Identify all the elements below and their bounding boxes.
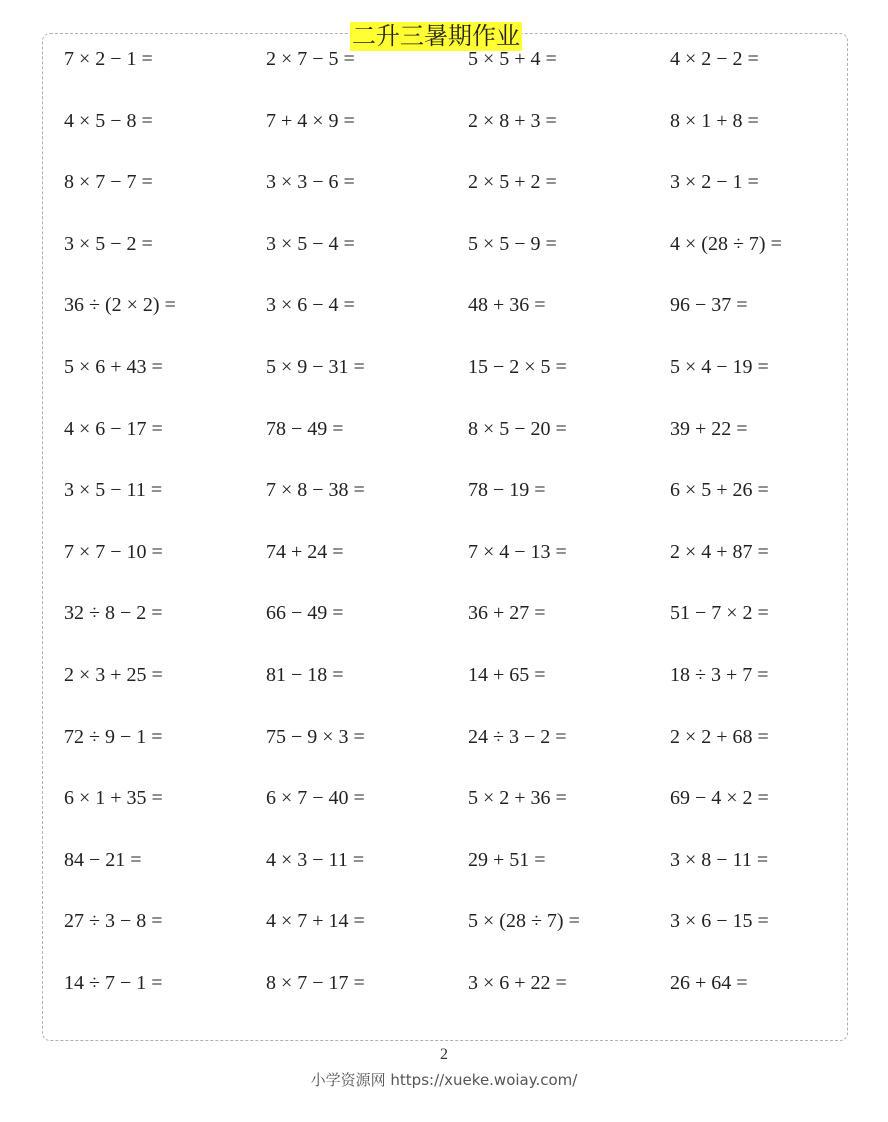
problem: 96 − 37 = [670, 294, 748, 317]
problem-row [64, 598, 854, 660]
problem: 51 − 7 × 2 = [670, 602, 769, 625]
problem: 36 ÷ (2 × 2) = [64, 294, 176, 317]
problem: 4 × 6 − 17 = [64, 417, 163, 440]
problem: 14 ÷ 7 − 1 = [64, 971, 163, 994]
problem: 7 × 4 − 13 = [468, 540, 567, 563]
problem: 7 × 8 − 38 = [266, 479, 365, 502]
problem: 5 × (28 ÷ 7) = [468, 910, 580, 933]
problem-row [64, 906, 854, 968]
problem: 4 × (28 ÷ 7) = [670, 232, 782, 255]
worksheet-title: 二升三暑期作业 [352, 22, 520, 50]
problem: 26 + 64 = [670, 971, 748, 994]
problem: 7 × 7 − 10 = [64, 540, 163, 563]
page-number: 2 [440, 1046, 448, 1063]
problem: 3 × 5 − 4 = [266, 232, 355, 255]
problem: 3 × 8 − 11 = [670, 848, 769, 871]
problem: 27 ÷ 3 − 8 = [64, 910, 163, 933]
problem: 81 − 18 = [266, 663, 344, 686]
problem: 7 × 2 − 1 = [64, 48, 153, 70]
problem: 6 × 7 − 40 = [266, 787, 365, 810]
problem: 7 + 4 × 9 = [266, 109, 355, 132]
problem: 29 + 51 = [468, 848, 546, 871]
problem: 84 − 21 = [64, 848, 142, 871]
problem: 3 × 5 − 11 = [64, 479, 163, 502]
problem: 4 × 3 − 11 = [266, 848, 365, 871]
problem-grid [64, 44, 854, 1030]
problem: 75 − 9 × 3 = [266, 725, 365, 748]
problem: 66 − 49 = [266, 602, 344, 625]
problem: 18 ÷ 3 + 7 = [670, 663, 769, 686]
problem: 5 × 5 + 4 = [468, 48, 557, 70]
problem: 5 × 2 + 36 = [468, 787, 567, 810]
problem: 8 × 7 − 17 = [266, 971, 365, 994]
problem: 39 + 22 = [670, 417, 748, 440]
problem: 5 × 9 − 31 = [266, 355, 365, 378]
problem: 2 × 2 + 68 = [670, 725, 769, 748]
problem: 5 × 6 + 43 = [64, 355, 163, 378]
problem: 8 × 1 + 8 = [670, 109, 759, 132]
problem: 2 × 7 − 5 = [266, 48, 355, 70]
problem: 5 × 5 − 9 = [468, 232, 557, 255]
problem: 78 − 49 = [266, 417, 344, 440]
problem: 3 × 3 − 6 = [266, 171, 355, 194]
problem-row [64, 106, 854, 168]
problem: 3 × 6 − 4 = [266, 294, 355, 317]
problem: 2 × 4 + 87 = [670, 540, 769, 563]
problem-row [64, 167, 854, 229]
problem: 2 × 3 + 25 = [64, 663, 163, 686]
problem: 6 × 5 + 26 = [670, 479, 769, 502]
problem-row [64, 968, 854, 1030]
problem-row [64, 537, 854, 599]
problem-row [64, 414, 854, 476]
problem-row [64, 290, 854, 352]
problem: 3 × 5 − 2 = [64, 232, 153, 255]
problem: 3 × 2 − 1 = [670, 171, 759, 194]
problem: 5 × 4 − 19 = [670, 355, 769, 378]
problem: 78 − 19 = [468, 479, 546, 502]
problem: 2 × 5 + 2 = [468, 171, 557, 194]
problem: 2 × 8 + 3 = [468, 109, 557, 132]
problem-row [64, 783, 854, 845]
problem: 74 + 24 = [266, 540, 344, 563]
problem: 32 ÷ 8 − 2 = [64, 602, 163, 625]
problem: 8 × 7 − 7 = [64, 171, 153, 194]
problem-row [64, 44, 854, 106]
problem-row [64, 475, 854, 537]
footer-source: 小学资源网 https://xueke.woiay.com/ [310, 1071, 578, 1089]
problem-row [64, 352, 854, 414]
problem-row [64, 229, 854, 291]
problem: 4 × 7 + 14 = [266, 910, 365, 933]
problem-row [64, 845, 854, 907]
problem: 4 × 2 − 2 = [670, 48, 759, 70]
problem-row [64, 660, 854, 722]
problem: 8 × 5 − 20 = [468, 417, 567, 440]
problem: 3 × 6 − 15 = [670, 910, 769, 933]
problem: 72 ÷ 9 − 1 = [64, 725, 163, 748]
problem: 4 × 5 − 8 = [64, 109, 153, 132]
problem: 6 × 1 + 35 = [64, 787, 163, 810]
problem: 69 − 4 × 2 = [670, 787, 769, 810]
problem: 3 × 6 + 22 = [468, 971, 567, 994]
problem: 24 ÷ 3 − 2 = [468, 725, 567, 748]
problem-row [64, 722, 854, 784]
problem: 14 + 65 = [468, 663, 546, 686]
problem: 48 + 36 = [468, 294, 546, 317]
problem: 15 − 2 × 5 = [468, 355, 567, 378]
problem: 36 + 27 = [468, 602, 546, 625]
